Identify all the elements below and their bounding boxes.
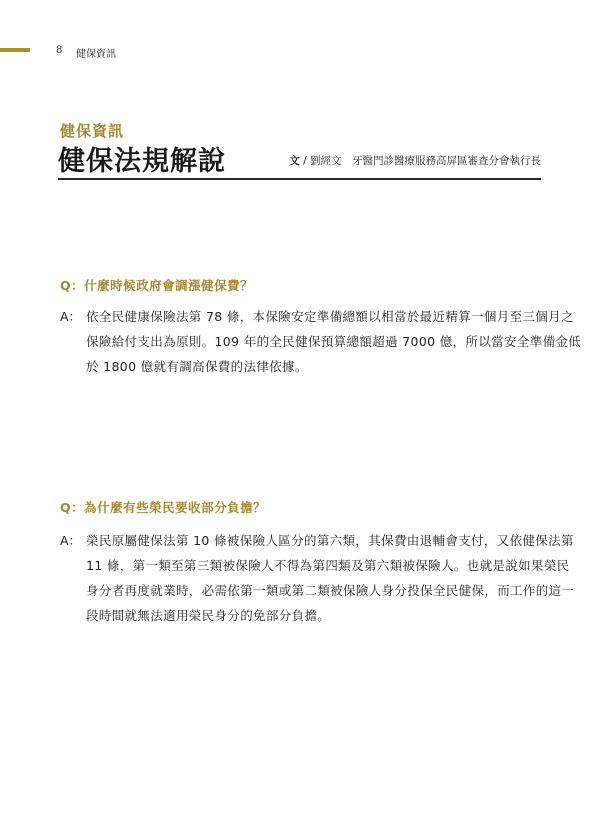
question-2: Q：為什麼有些榮民要收部分負擔？ <box>60 500 267 515</box>
article-byline <box>289 153 541 168</box>
answer-2-line: 段時間就無法適用榮民身分的免部分負擔。 <box>86 608 331 623</box>
header-accent-bar <box>0 48 30 52</box>
question-1: Q：什麼時候政府會調漲健保費？ <box>60 278 254 293</box>
article-category: 健保資訊 <box>60 122 125 140</box>
title-rule <box>58 178 541 180</box>
answer-1-label: A： <box>60 309 82 324</box>
answer-2-line: 身分者再度就業時，必需依第一類或第二類被保險人身分投保全民健保，而工作的這一 <box>86 583 575 598</box>
answer-2-label: A： <box>60 533 82 548</box>
running-header-section: 健保資訊 <box>76 49 116 60</box>
byline-prefix: 文 <box>289 155 300 167</box>
answer-1-line: 依全民健康保險法第 78 條，本保險安定準備總額以相當於最近精算一個月至三個月之 <box>86 309 574 324</box>
answer-1-line: 於 1800 億就有調高保費的法律依據。 <box>86 359 308 374</box>
answer-2-line: 榮民原屬健保法第 10 條被保險人區分的第六類，其保費由退輔會支付，又依健保法第 <box>86 533 574 548</box>
page-number: 8 <box>56 45 63 56</box>
answer-1-line: 保險給付支出為原則。109 年的全民健保預算總額超過 7000 億，所以當安全準備金低 <box>86 334 582 349</box>
byline-author: / 劉經文 牙醫門診醫療服務高屏區審查分會執行長 <box>299 155 541 167</box>
article-title: 健保法規解說 <box>58 146 226 177</box>
answer-2-line: 11 條，第一類至第三類被保險人不得為第四類及第六類被保險人。也就是說如果榮民 <box>86 558 570 573</box>
